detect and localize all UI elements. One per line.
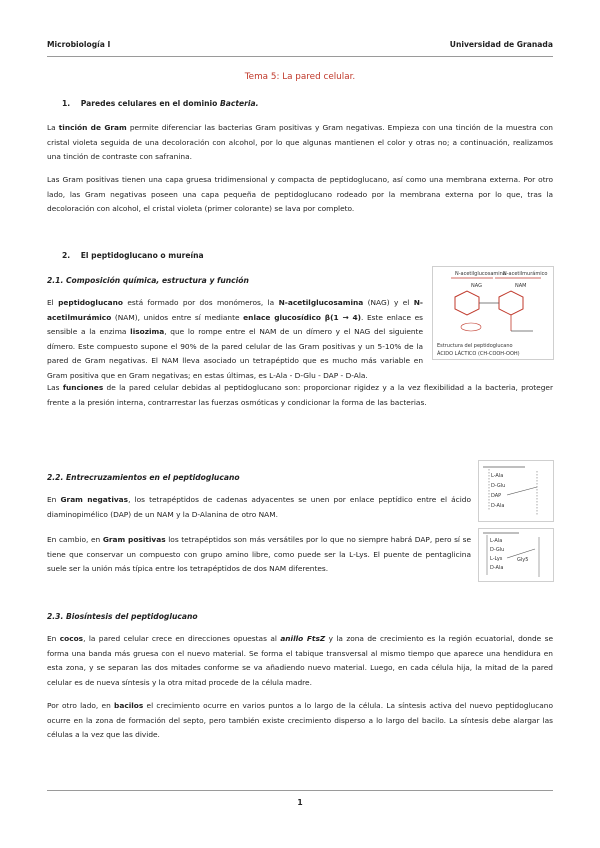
residue-l-ala: L-Ala [491, 473, 504, 479]
residue-l-ala: L-Ala [490, 538, 503, 544]
section-1-title: Paredes celulares en el dominio [80, 99, 218, 108]
term-peptidoglucano: peptidoglucano [58, 298, 123, 307]
gram-positive-crosslink-diagram [479, 529, 553, 581]
page-number: 1 [297, 798, 303, 807]
figure-bottom-label: ÁCIDO LÁCTICO (CH-COOH-OOH) [437, 351, 520, 357]
text: La [47, 123, 59, 132]
figure-label-nag: NAG [471, 283, 482, 289]
subsection-2-2-heading: 2.2. Entrecruzamientos en el peptidoglucano [47, 473, 240, 482]
text: Por otro lado, en [47, 701, 115, 710]
subsection-2-1-paragraph-1 [47, 296, 423, 383]
residue-d-glu: D-Glu [491, 483, 506, 489]
term-gram-positivas: Gram positivas [102, 535, 166, 544]
figure-label-nam: NAM [515, 283, 527, 289]
text: permite diferenciar las bacterias Gram positivas y Gram negativas. Empieza con una tinción de la muestra con cristal violeta seguida de una decoloración con alcohol, por lo que algunas mantienen el color y otras no; a continuación, realizamos una tinción de contraste con safranina. [47, 123, 553, 161]
term-gram-negativas: Gram negativas [60, 495, 129, 504]
peptidoglycan-structure-figure [432, 266, 554, 360]
text: , que lo rompe entre el NAM de un dímero y el NAG del siguiente dímero. Este compuesto supone el 90% de la pared celular de las Gram positivas y un 5-10% de la pared de Gram negativas. El NAM lleva asociado un tetrapéptido que es mucho más variable en Gram positiva que en Gram negativas; en estas últimas, es L-Ala - D-Glu - DAP - D-Ala. [47, 327, 423, 380]
section-2-title: El peptidoglucano o mureína [80, 251, 204, 260]
term-gram-stain: tinción de Gram [58, 123, 127, 132]
text: está formado por dos monómeros, la [122, 298, 279, 307]
term-glycosidic-bond: enlace glucosídico β(1 → 4) [243, 312, 362, 322]
term-ftsz-ring: anillo FtsZ [280, 634, 326, 643]
figure-label-nam-name: N-acetilmurámico [503, 271, 548, 277]
section-1-paragraph-1 [47, 121, 553, 165]
text: (NAG) y el [363, 298, 414, 307]
nam-ring-shape [499, 291, 523, 315]
text: En [47, 634, 60, 643]
text: El [47, 298, 59, 307]
figure-label-nag-name: N-acetilglucosamina [455, 271, 506, 277]
subsection-2-1-heading: 2.1. Composición química, estructura y función [47, 276, 249, 285]
term-cocos: cocos [59, 634, 84, 643]
residue-d-glu: D-Glu [490, 547, 505, 553]
text: de la pared celular debidas al peptidoglucano son: proporcionar rigidez y a la vez flexibilidad a la bacteria, proteger frente a la presión interna, contrarrestar las fuerzas osmóticas y condicionar la forma de las bacterias. [47, 383, 553, 407]
peptide-crosslink-line [507, 487, 537, 495]
subsection-2-2-paragraph-1 [47, 493, 471, 522]
term-bacilos: bacilos [114, 701, 144, 710]
subsection-2-3-heading: 2.3. Biosíntesis del peptidoglucano [47, 612, 198, 621]
footer-divider [47, 790, 553, 791]
term-nam: N-acetilmurámico [47, 298, 423, 322]
text: (NAM), unidos entre sí mediante [111, 312, 244, 322]
residue-l-lys: L-Lys [490, 556, 503, 562]
header-right: Universidad de Granada [449, 40, 553, 49]
text: el crecimiento ocurre en varios puntos a lo largo de la célula. La síntesis activa del nuevo peptidoglucano ocurre en la zona de formación del septo, pero también existe crecimiento disperso a lo largo del bacilo. La síntesis debe alargar las células a la vez que las divide. [47, 701, 554, 739]
section-1-title-italic: Bacteria. [219, 99, 259, 108]
section-2-number: 2. [62, 251, 71, 260]
subsection-2-3-paragraph-1 [47, 632, 553, 690]
subsection-2-2-paragraph-2 [47, 533, 471, 577]
text: Las [47, 383, 63, 392]
term-nag: N-acetilglucosamina [278, 298, 364, 307]
section-2-heading [62, 251, 204, 260]
term-funciones: funciones [62, 383, 104, 392]
text: En cambio, en [47, 535, 103, 544]
header-divider [47, 56, 553, 57]
text: , los tetrapéptidos de cadenas adyacentes se unen por enlace peptídico entre el ácido diaminopimélico (DAP) de un NAM y la D-Alanina de otro NAM. [47, 495, 472, 519]
gram-positive-crosslink-figure [478, 528, 554, 582]
page-title: Tema 5: La pared celular. [244, 72, 356, 82]
gram-negative-crosslink-figure [478, 460, 554, 522]
residue-dap: DAP [491, 493, 502, 499]
section-1-heading [62, 99, 259, 108]
nag-ring-shape [455, 291, 479, 315]
text: En [47, 495, 61, 504]
peptidoglycan-diagram [433, 267, 553, 359]
label-pentaglycine: Gly5 [517, 557, 529, 563]
figure-caption: Estructura del peptidoglucano [437, 343, 513, 349]
subsection-2-1-paragraph-2 [47, 381, 553, 410]
header-left: Microbiología I [47, 40, 111, 49]
section-1-paragraph-2: Las Gram positivas tienen una capa gruesa tridimensional y compacta de peptidoglucano, así como una membrana externa. Por otro lado, las Gram negativas poseen una capa pequeña de peptidoglucano rodeado por la membrana externa por lo que, tras la decoloración con alcohol, el cristal violeta (primer colorante) se lava por completo. [47, 175, 553, 213]
gram-negative-crosslink-diagram [479, 461, 553, 521]
text: y la zona de crecimiento es la región ecuatorial, donde se forma una banda más gruesa con el nuevo material. Se forma el tabique transversal al mismo tiempo que aparece una hendidura en esta zona, y se separan las dos mitades conforme se va añadiendo nuevo material. Luego, en cada célula hija, la mitad de la pared celular es de nueva síntesis y la otra mitad procede de la célula madre. [47, 634, 554, 687]
subsection-2-3-paragraph-2 [47, 699, 553, 743]
section-1-number: 1. [62, 99, 71, 108]
nag-group-ellipse [461, 323, 481, 331]
text: , la pared celular crece en direcciones opuestas al [83, 634, 281, 643]
term-lisozima: lisozima [130, 327, 165, 336]
text: . Este enlace es sensible a la enzima [47, 312, 424, 336]
residue-d-ala: D-Ala [491, 503, 505, 509]
residue-d-ala: D-Ala [490, 565, 504, 571]
text: los tetrapéptidos son más versátiles por lo que no siempre habrá DAP, pero sí se tiene que conservar un compuesto con grupo amino libre, como puede ser la L-Lys. El puente de pentaglicina suele ser la unión más típica entre los tetrapéptidos de dos NAM diferentes. [47, 535, 471, 573]
